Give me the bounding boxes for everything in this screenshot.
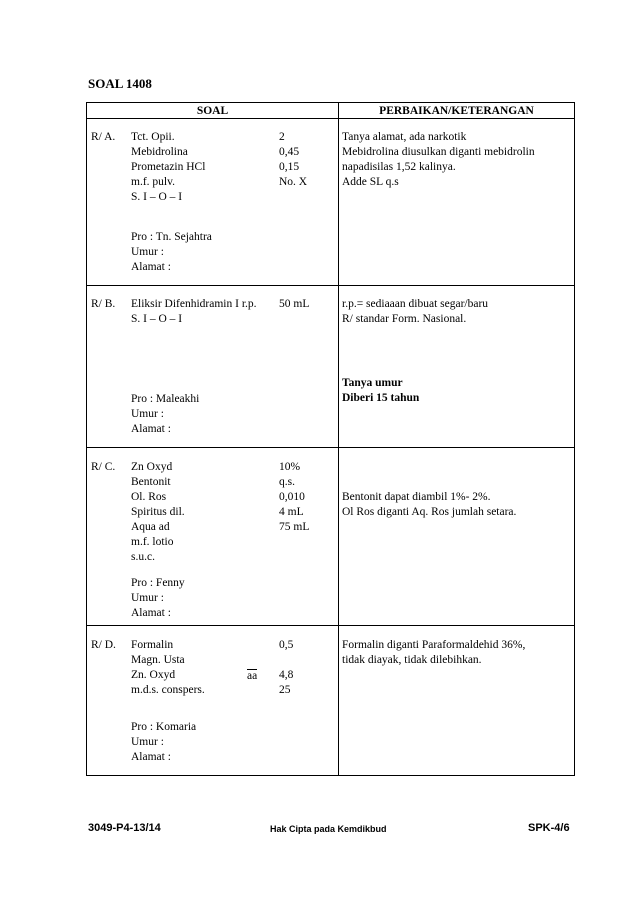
note-line: Ol Ros diganti Aq. Ros jumlah setara. <box>342 506 517 518</box>
ingredient-name: Prometazin HCl <box>131 161 206 173</box>
ingredient-qty: 4,8 <box>279 669 294 681</box>
patient-address: Alamat : <box>131 261 171 273</box>
ingredient-qty: No. X <box>279 176 308 188</box>
recipe-label: R/ D. <box>91 639 116 651</box>
ingredient-name: Mebidrolina <box>131 146 188 158</box>
note-line: Formalin diganti Paraformaldehid 36%, <box>342 639 526 651</box>
table-row <box>87 448 575 626</box>
header-soal: SOAL <box>87 103 339 119</box>
table-header-row <box>87 103 575 119</box>
note-cell-b <box>339 286 575 448</box>
note-line: napadisilas 1,52 kalinya. <box>342 161 456 173</box>
footer-page: SPK-4/6 <box>528 822 570 834</box>
signa: S. I – O – I <box>131 313 183 325</box>
note-line: R/ standar Form. Nasional. <box>342 313 467 325</box>
ingredient-qty: 50 mL <box>279 298 310 310</box>
patient-name: Pro : Tn. Sejahtra <box>131 231 212 243</box>
patient-address: Alamat : <box>131 607 171 619</box>
header-perbaikan: PERBAIKAN/KETERANGAN <box>339 103 575 119</box>
ingredient-name: Zn Oxyd <box>131 461 173 473</box>
ingredient-name: m.f. pulv. <box>131 176 175 188</box>
patient-age: Umur : <box>131 736 164 748</box>
ingredient-name: Tct. Opii. <box>131 131 175 143</box>
table-row <box>87 119 575 286</box>
ingredient-name: Magn. Usta <box>131 654 185 666</box>
patient-address: Alamat : <box>131 751 171 763</box>
ingredient-name: Bentonit <box>131 476 171 488</box>
prescription-table <box>86 102 575 776</box>
ingredient-qty: 2 <box>279 131 285 143</box>
signa: s.u.c. <box>131 551 155 563</box>
note-line: r.p.= sediaaan dibuat segar/baru <box>342 298 489 310</box>
ingredient-qty: 25 <box>279 684 291 696</box>
note-cell-a <box>339 119 575 286</box>
footer-code: 3049-P4-13/14 <box>88 822 161 834</box>
note-line: Tanya alamat, ada narkotik <box>342 131 467 143</box>
ingredient-qty: 0,010 <box>279 491 305 503</box>
ingredient-qty: 0,5 <box>279 639 294 651</box>
ana-mark: aa <box>247 670 258 682</box>
ingredient-qty: 0,15 <box>279 161 300 173</box>
note-line: Adde SL q.s <box>342 176 399 188</box>
patient-age: Umur : <box>131 408 164 420</box>
ingredient-qty: 4 mL <box>279 506 304 518</box>
patient-name: Pro : Komaria <box>131 721 197 733</box>
footer-copyright: Hak Cipta pada Kemdikbud <box>270 824 387 834</box>
ingredient-name: m.f. lotio <box>131 536 174 548</box>
soal-cell-d <box>87 626 339 776</box>
page-title: SOAL 1408 <box>88 76 152 91</box>
soal-cell-b <box>87 286 339 448</box>
ingredient-name: Eliksir Difenhidramin I r.p. <box>131 298 257 310</box>
ingredient-name: Formalin <box>131 639 174 651</box>
signa: S. I – O – I <box>131 191 183 203</box>
ingredient-name: Ol. Ros <box>131 491 167 503</box>
ingredient-name: m.d.s. conspers. <box>131 684 205 696</box>
recipe-label: R/ C. <box>91 461 116 473</box>
note-line-bold: Tanya umur <box>342 377 403 389</box>
note-line: tidak diayak, tidak dilebihkan. <box>342 654 482 666</box>
ingredient-qty: 75 mL <box>279 521 310 533</box>
patient-name: Pro : Maleakhi <box>131 393 200 405</box>
patient-age: Umur : <box>131 246 164 258</box>
note-cell-c <box>339 448 575 626</box>
note-line: Bentonit dapat diambil 1%- 2%. <box>342 491 491 503</box>
note-line: Mebidrolina diusulkan diganti mebidrolin <box>342 146 535 158</box>
note-line-bold: Diberi 15 tahun <box>342 392 420 404</box>
patient-address: Alamat : <box>131 423 171 435</box>
recipe-label: R/ B. <box>91 298 116 310</box>
ingredient-name: Aqua ad <box>131 521 170 533</box>
soal-cell-a <box>87 119 339 286</box>
soal-cell-c <box>87 448 339 626</box>
note-cell-d <box>339 626 575 776</box>
ingredient-qty: q.s. <box>279 476 295 488</box>
table-row <box>87 286 575 448</box>
ingredient-name: Zn. Oxyd <box>131 669 176 681</box>
patient-age: Umur : <box>131 592 164 604</box>
table-row <box>87 626 575 776</box>
recipe-label: R/ A. <box>91 131 116 143</box>
ingredient-qty: 0,45 <box>279 146 300 158</box>
ingredient-qty: 10% <box>279 461 301 473</box>
patient-name: Pro : Fenny <box>131 577 185 589</box>
ingredient-name: Spiritus dil. <box>131 506 185 518</box>
